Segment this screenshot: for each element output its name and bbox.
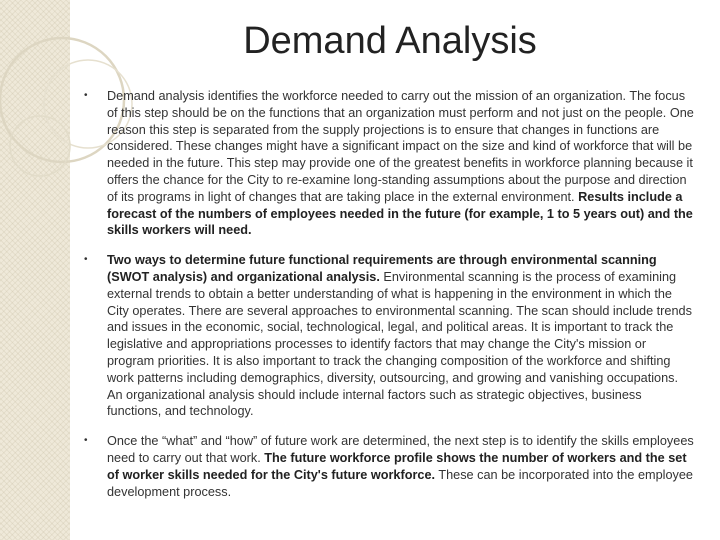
bullet-marker: • [84, 90, 88, 101]
bullet-text-plain: These can be incorporated into the employee development process. [107, 467, 693, 499]
bullet-text-bold: Two ways to determine future functional requirements are through environmental scanning (SWOT analysis) and organizational analysis. [107, 253, 657, 284]
bullet-text-bold: Results include a forecast of the numbers of employees needed in the future (for example, 1 to 5 years out) and the skills workers will need. [107, 189, 693, 238]
bullet-text-plain: Demand analysis identifies the workforce needed to carry out the mission of an organization. The focus of this step should be on the functions that an organization must perform and not just on the people. One reason this step is separated from the supply projections is to ensure that changes in functions are considered. These changes might have a significant impact on the size and kind of workforce that will be needed in the future. This step may provide one of the greatest benefits in workforce planning because it offers the chance for the City to re-examine long-standing assumptions about the purpose and direction of its programs in light of changes that are taking place in the external environment. [107, 89, 694, 204]
bullet-marker: • [84, 435, 88, 447]
bullet-text [107, 433, 696, 500]
list-item [84, 433, 696, 500]
bullet-text-bold: The future workforce profile shows the number of workers and the set of worker skills needed for the City's future workforce. [107, 450, 687, 482]
bullet-text-plain: Environmental scanning is the process of examining external trends to obtain a better understanding of what is happening in the environment in which the City operates. There are several approaches to environmental scanning. The scan should include trends and issues in the economic, social, technological, legal, and political areas. It is important to track the legislative and appropriations processes to identify factors that may change the City's mission or program priorities. It is also important to track the changing composition of the workforce and shifting work patterns including demographics, diversity, outsourcing, and growing and vanishing occupations. An organizational analysis should include internal factors such as strategic objectives, business functions, and technology. [107, 269, 692, 419]
bullet-list [84, 88, 696, 513]
bullet-text-plain: Once the “what” and “how” of future work are determined, the next step is to identify the skills employees need to carry out that work. [107, 434, 694, 465]
list-item [84, 88, 696, 239]
list-item [84, 252, 696, 420]
bullet-marker: • [84, 254, 88, 266]
bullet-text [107, 88, 696, 239]
bullet-text [107, 252, 696, 420]
page-title: Demand Analysis [243, 20, 537, 62]
